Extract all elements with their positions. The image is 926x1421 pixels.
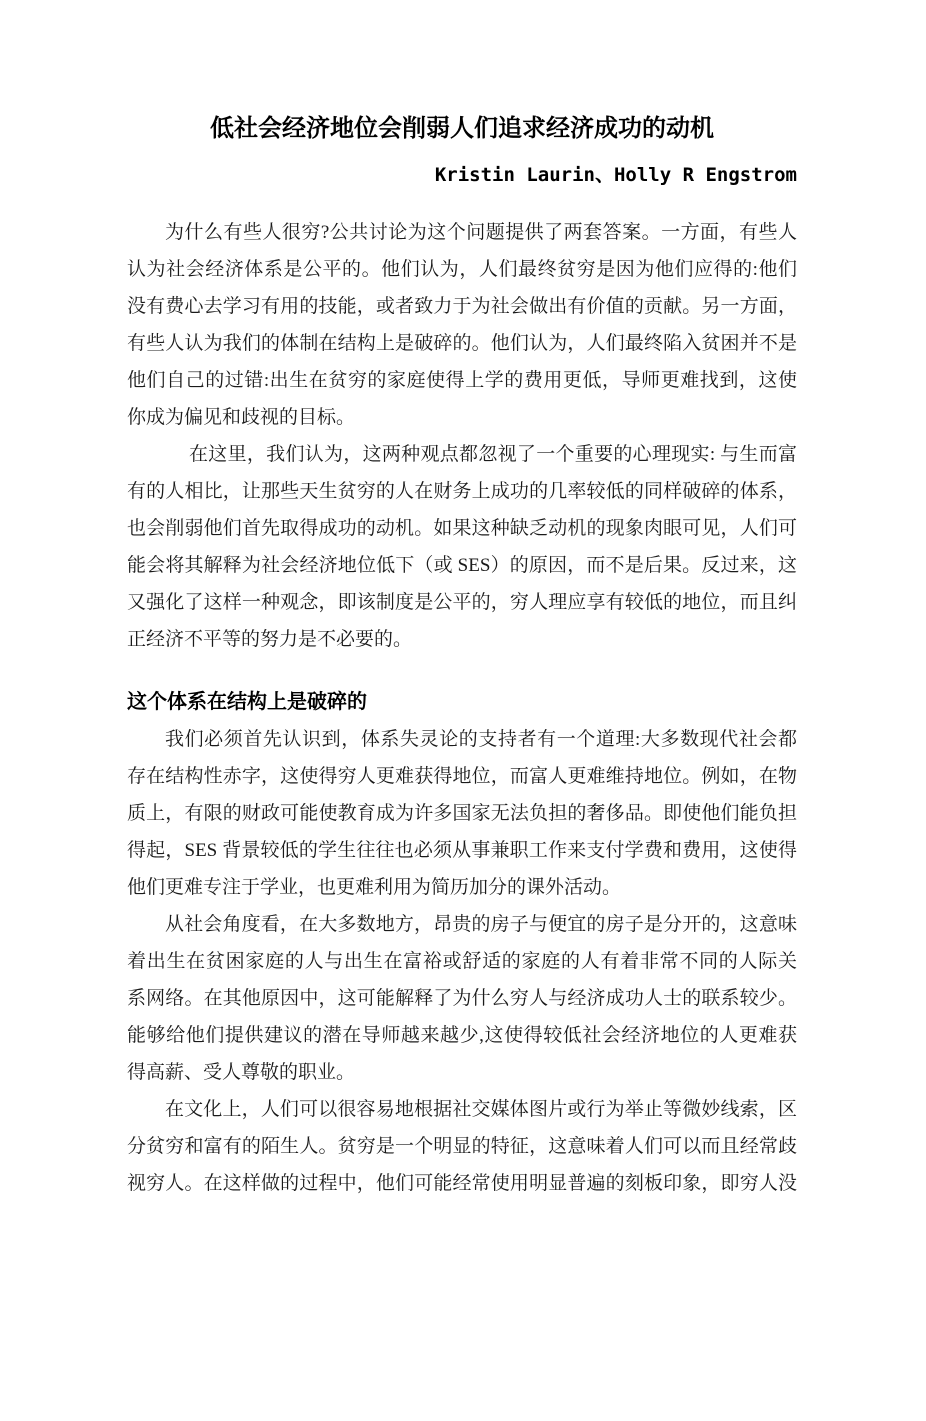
document-title: 低社会经济地位会削弱人们追求经济成功的动机 (210, 115, 714, 142)
paragraph (127, 906, 797, 1091)
author-line: Kristin Laurin、Holly R Engstrom (434, 164, 797, 186)
text-column (127, 112, 797, 1202)
text-line: 你成为偏见和歧视的目标。 (127, 407, 356, 428)
paragraph (127, 721, 797, 906)
text-line: 又强化了这样一种观念，即该制度是公平的，穷人理应享有较低的地位，而且纠 (127, 592, 797, 613)
text-line: 从社会角度看，在大多数地方，昂贵的房子与便宜的房子是分开的，这意味 (165, 914, 797, 935)
paragraph (127, 214, 797, 436)
text-line: 认为社会经济体系是公平的。他们认为，人们最终贫穷是因为他们应得的:他们 (127, 259, 797, 280)
text-line: 系网络。在其他原因中，这可能解释了为什么穷人与经济成功人士的联系较少。 (127, 988, 797, 1009)
text-line: 也会削弱他们首先取得成功的动机。如果这种缺乏动机的现象肉眼可见，人们可 (127, 518, 797, 539)
text-line: 他们自己的过错:出生在贫穷的家庭使得上学的费用更低，导师更难找到，这使 (127, 370, 797, 391)
text-line: 我们必须首先认识到，体系失灵论的支持者有一个道理:大多数现代社会都 (165, 729, 797, 750)
text-line: 分贫穷和富有的陌生人。贫穷是一个明显的特征，这意味着人们可以而且经常歧 (127, 1136, 797, 1157)
text-line: 得起，SES 背景较低的学生往往也必须从事兼职工作来支付学费和费用，这使得 (127, 840, 797, 861)
text-line: 在文化上，人们可以很容易地根据社交媒体图片或行为举止等微妙线索，区 (165, 1099, 797, 1120)
text-line: 视穷人。在这样做的过程中，他们可能经常使用明显普遍的刻板印象，即穷人没 (127, 1173, 797, 1194)
text-line: 在这里，我们认为，这两种观点都忽视了一个重要的心理现实: 与生而富 (189, 444, 797, 465)
text-line: 为什么有些人很穷?公共讨论为这个问题提供了两套答案。一方面，有些人 (165, 222, 797, 243)
paragraph (127, 436, 797, 658)
text-line: 着出生在贫困家庭的人与出生在富裕或舒适的家庭的人有着非常不同的人际关 (127, 951, 797, 972)
text-line: 他们更难专注于学业，也更难利用为简历加分的课外活动。 (127, 877, 622, 898)
text-line: 有些人认为我们的体制在结构上是破碎的。他们认为，人们最终陷入贫困并不是 (127, 333, 797, 354)
text-line: 能会将其解释为社会经济地位低下（或 SES）的原因，而不是后果。反过来，这 (127, 555, 797, 576)
text-line: 有的人相比，让那些天生贫穷的人在财务上成功的几率较低的同样破碎的体系， (127, 481, 797, 502)
document-page (0, 112, 926, 1421)
section-heading: 这个体系在结构上是破碎的 (127, 691, 367, 713)
text-line: 没有费心去学习有用的技能，或者致力于为社会做出有价值的贡献。另一方面， (127, 296, 797, 317)
text-line: 能够给他们提供建议的潜在导师越来越少,这使得较低社会经济地位的人更难获 (127, 1025, 797, 1046)
text-line: 正经济不平等的努力是不必要的。 (127, 629, 413, 650)
document-body (127, 214, 797, 1202)
text-line: 存在结构性赤字，这使得穷人更难获得地位，而富人更难维持地位。例如，在物 (127, 766, 797, 787)
paragraph (127, 1091, 797, 1202)
text-line: 得高薪、受人尊敬的职业。 (127, 1062, 356, 1083)
text-line: 质上，有限的财政可能使教育成为许多国家无法负担的奢侈品。即使他们能负担 (127, 803, 797, 824)
